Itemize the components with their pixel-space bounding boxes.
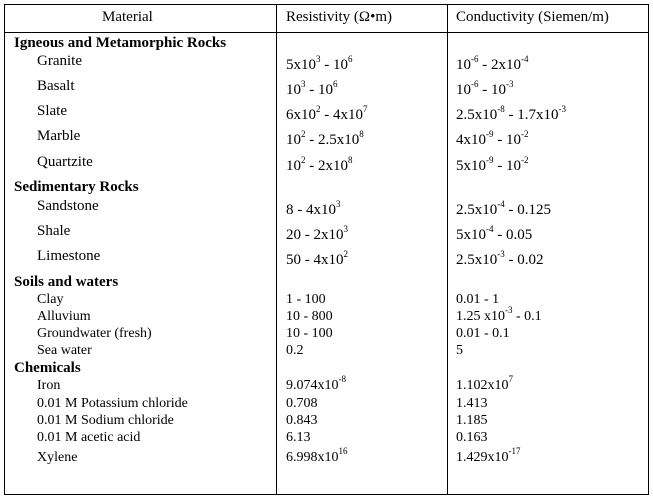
material-name: 0.01 M Sodium chloride [37,413,174,428]
material-name: Marble [37,128,81,144]
material-name: Groundwater (fresh) [37,326,152,341]
conductivity-value: $2.5x10^{-4} - 0.125$ [456,199,551,218]
resistivity-value: $20 - 2x10^3$ [286,224,348,243]
conductivity-value: 0.01 - 0.1 [456,326,510,341]
resistivity-value: 10 - 800 [286,309,333,324]
section-chemicals: Chemicals [14,360,81,376]
resistivity-value: $9.074x10^{-8}$ [286,374,346,393]
material-name: Xylene [37,450,78,465]
material-name: 0.01 M acetic acid [37,430,141,445]
column-divider [276,4,277,495]
resistivity-value: $8 - 4x10^3$ [286,199,341,218]
conductivity-value: $4x10^{-9} - 10^{-2}$ [456,129,529,148]
resistivity-value: $6x10^2 - 4x10^7$ [286,104,368,123]
conductivity-value: $10^{-6} - 2x10^{-4}$ [456,54,529,73]
conductivity-value: 1.413 [456,396,488,411]
material-name: Limestone [37,248,101,264]
header-conductivity: Conductivity (Siemen/m) [456,9,609,25]
conductivity-value: $2.5x10^{-8} - 1.7x10^{-3}$ [456,104,566,123]
material-name: Sea water [37,343,92,358]
resistivity-value: 0.708 [286,396,318,411]
resistivity-value: 0.843 [286,413,318,428]
resistivity-value: $10^2 - 2.5x10^8$ [286,129,364,148]
conductivity-value: $5x10^{-9} - 10^{-2}$ [456,155,529,174]
conductivity-value: 1.185 [456,413,488,428]
conductivity-value: $1.429x10^{-17}$ [456,446,521,465]
resistivity-value: $5x10^3 - 10^6$ [286,54,353,73]
section-sedimentary: Sedimentary Rocks [14,179,139,195]
material-name: Alluvium [37,309,91,324]
conductivity-value: 0.01 - 1 [456,292,500,307]
conductivity-value: 0.163 [456,430,488,445]
resistivity-table [4,4,649,495]
section-soils: Soils and waters [14,274,119,290]
resistivity-value: 0.2 [286,343,304,358]
header-resistivity: Resistivity (Ω•m) [286,9,392,25]
conductivity-value: 1.25 $x10^{-3} - 0.1$ [456,305,542,324]
material-name: Slate [37,103,67,119]
material-name: Quartzite [37,154,93,170]
conductivity-value: $10^{-6} - 10^{-3}$ [456,79,514,98]
conductivity-value: $1.102x10^7$ [456,374,513,393]
section-igneous: Igneous and Metamorphic Rocks [14,35,227,51]
material-name: Clay [37,292,64,307]
resistivity-value: $6.998x10^{16}$ [286,446,348,465]
column-divider [447,4,448,495]
resistivity-value: $50 - 4x10^2$ [286,249,348,268]
header-material: Material [102,9,153,25]
conductivity-value: $5x10^{-4} - 0.05$ [456,224,533,243]
material-name: Granite [37,53,82,69]
conductivity-value: 5 [456,343,463,358]
material-name: 0.01 M Potassium chloride [37,396,188,411]
resistivity-value: 10 - 100 [286,326,333,341]
material-name: Basalt [37,78,75,94]
resistivity-value: $10^2 - 2x10^8$ [286,155,353,174]
resistivity-value: $10^3 - 10^6$ [286,79,338,98]
header-divider [4,32,649,33]
conductivity-value: $2.5x10^{-3} - 0.02$ [456,249,544,268]
resistivity-value: 1 - 100 [286,292,326,307]
resistivity-value: 6.13 [286,430,311,445]
material-name: Iron [37,378,61,393]
material-name: Shale [37,223,71,239]
material-name: Sandstone [37,198,99,214]
